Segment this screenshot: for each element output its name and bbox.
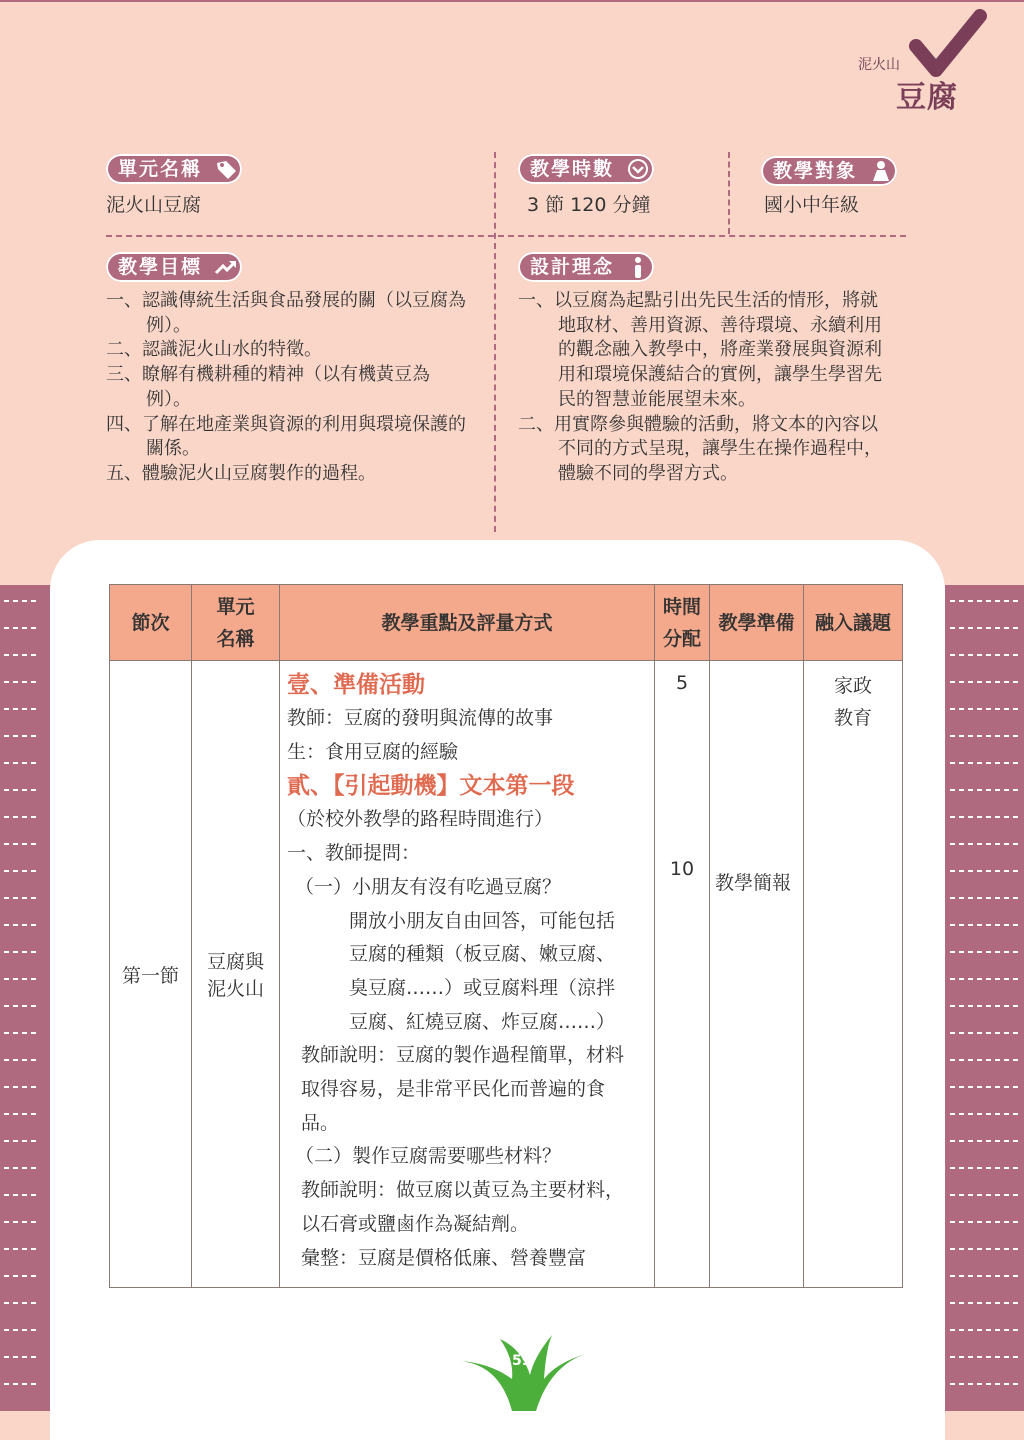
design-concept-label-text: 設計理念 — [530, 256, 615, 278]
goal-item: 四、了解在地產業與資源的利用與環境保護的關係。 — [106, 413, 466, 460]
content-line: 一、教師提問： — [287, 842, 421, 865]
brand-small-text: 泥火山 — [858, 57, 900, 73]
teaching-hours-label — [518, 154, 654, 184]
content-line: 彙整：豆腐是價格低廉、營養豐富 — [301, 1246, 587, 1269]
content-line: （一）小朋友有沒有吃過豆腐？ — [295, 875, 562, 898]
teaching-goals-list — [106, 289, 466, 487]
content-line: 豆腐的種類（板豆腐、嫩豆腐、 — [349, 943, 616, 966]
prep-value: 教學簡報 — [715, 872, 792, 894]
header-session: 節次 — [110, 585, 192, 661]
time-value-1: 5 — [675, 672, 689, 694]
unit-name-label — [106, 154, 242, 184]
content-line: 教師說明：做豆腐以黃豆為主要材料， — [301, 1179, 625, 1202]
target-audience-label — [761, 156, 897, 186]
header-time-line1: 時間 — [662, 595, 701, 618]
goal-item: 五、體驗泥火山豆腐製作的過程。 — [106, 462, 376, 484]
content-line: 以石膏或鹽鹵作為凝結劑。 — [301, 1212, 530, 1235]
cell-content — [280, 661, 655, 1288]
trend-up-icon — [214, 255, 238, 279]
content-line: 豆腐、紅燒豆腐、炸豆腐……） — [349, 1010, 616, 1033]
clock-icon — [626, 157, 650, 181]
cell-time — [655, 661, 710, 1288]
page-number: 59 — [512, 1353, 532, 1369]
info-icon — [626, 255, 650, 279]
divider-horizontal — [106, 235, 906, 237]
content-line: 生：食用豆腐的經驗 — [287, 740, 459, 763]
top-rule — [0, 0, 1024, 2]
goal-item: 二、認識泥火山水的特徵。 — [106, 339, 322, 361]
content-line: 教師說明：豆腐的製作過程簡單，材料 — [301, 1044, 625, 1067]
cell-unit-line2: 泥火山 — [206, 978, 264, 1000]
header-focus: 教學重點及評量方式 — [280, 585, 655, 661]
content-line: 品。 — [301, 1111, 340, 1134]
left-stitch-decoration — [4, 600, 38, 1400]
goal-item: 三、瞭解有機耕種的精神（以有機黃豆為例）。 — [106, 364, 430, 410]
design-concept-label — [518, 252, 654, 282]
cell-session: 第一節 — [110, 661, 192, 1288]
person-icon — [869, 159, 893, 183]
header-issue: 融入議題 — [804, 585, 903, 661]
table-header-row — [110, 585, 903, 661]
teaching-hours-value: 3 節 120 分鐘 — [527, 194, 651, 216]
concept-item: 二、用實際參與體驗的活動，將文本的內容以不同的方式呈現，讓學生在操作過程中，體驗不同的學習方式。 — [518, 413, 882, 484]
target-audience-value: 國小中年級 — [764, 194, 860, 216]
header-prep: 教學準備 — [710, 585, 804, 661]
cell-unit-name — [192, 661, 280, 1288]
teaching-goals-label — [106, 252, 242, 282]
tag-icon — [214, 157, 238, 181]
section-heading: 壹、準備活動 — [287, 672, 425, 698]
header-time-line2: 分配 — [662, 627, 701, 650]
target-audience-label-text: 教學對象 — [773, 160, 858, 182]
section-heading: 貳、【引起動機】文本第一段 — [287, 773, 575, 800]
content-line: （於校外教學的路程時間進行） — [287, 808, 554, 831]
issue-line1: 家政 — [833, 675, 872, 697]
unit-name-label-text: 單元名稱 — [118, 158, 203, 180]
header-unit-line1: 單元 — [216, 595, 255, 618]
content-line: （二）製作豆腐需要哪些材料？ — [295, 1145, 562, 1168]
divider-vertical-main — [494, 152, 496, 532]
brand-logo — [856, 8, 996, 118]
divider-vertical-top — [728, 152, 730, 234]
header-time — [655, 585, 710, 661]
right-stitch-decoration-2 — [986, 600, 1020, 1400]
cell-unit-line1: 豆腐與 — [206, 951, 264, 973]
time-value-2: 10 — [669, 858, 695, 880]
issue-line2: 教育 — [833, 707, 872, 729]
content-line: 臭豆腐……）或豆腐料理（涼拌 — [349, 976, 616, 999]
brand-title: 豆腐 — [896, 80, 958, 115]
table-row — [110, 661, 903, 1288]
leaf-icon — [460, 1335, 588, 1411]
header-unit-line2: 名稱 — [216, 627, 255, 650]
teaching-goals-label-text: 教學目標 — [118, 256, 203, 278]
content-line: 取得容易，是非常平民化而普遍的食 — [301, 1078, 606, 1101]
unit-name-value: 泥火山豆腐 — [106, 194, 202, 216]
goal-item: 一、認識傳統生活與食品發展的關（以豆腐為例）。 — [106, 290, 466, 336]
cell-prep — [710, 661, 804, 1288]
header-unit-name — [192, 585, 280, 661]
teaching-hours-label-text: 教學時數 — [530, 158, 615, 180]
lesson-plan-table — [109, 584, 903, 1288]
concept-item: 一、以豆腐為起點引出先民生活的情形，將就地取材、善用資源、善待環境、永續利用的觀念融入教學中，將產業發展與資源利用和環境保護結合的實例，讓學生學習先民的智慧並能展望未來。 — [518, 290, 882, 410]
cell-issue — [804, 661, 903, 1288]
design-concept-list — [518, 289, 888, 487]
content-line: 開放小朋友自由回答，可能包括 — [349, 909, 616, 932]
right-stitch-decoration — [950, 600, 984, 1400]
content-line: 教師：豆腐的發明與流傳的故事 — [287, 707, 554, 729]
